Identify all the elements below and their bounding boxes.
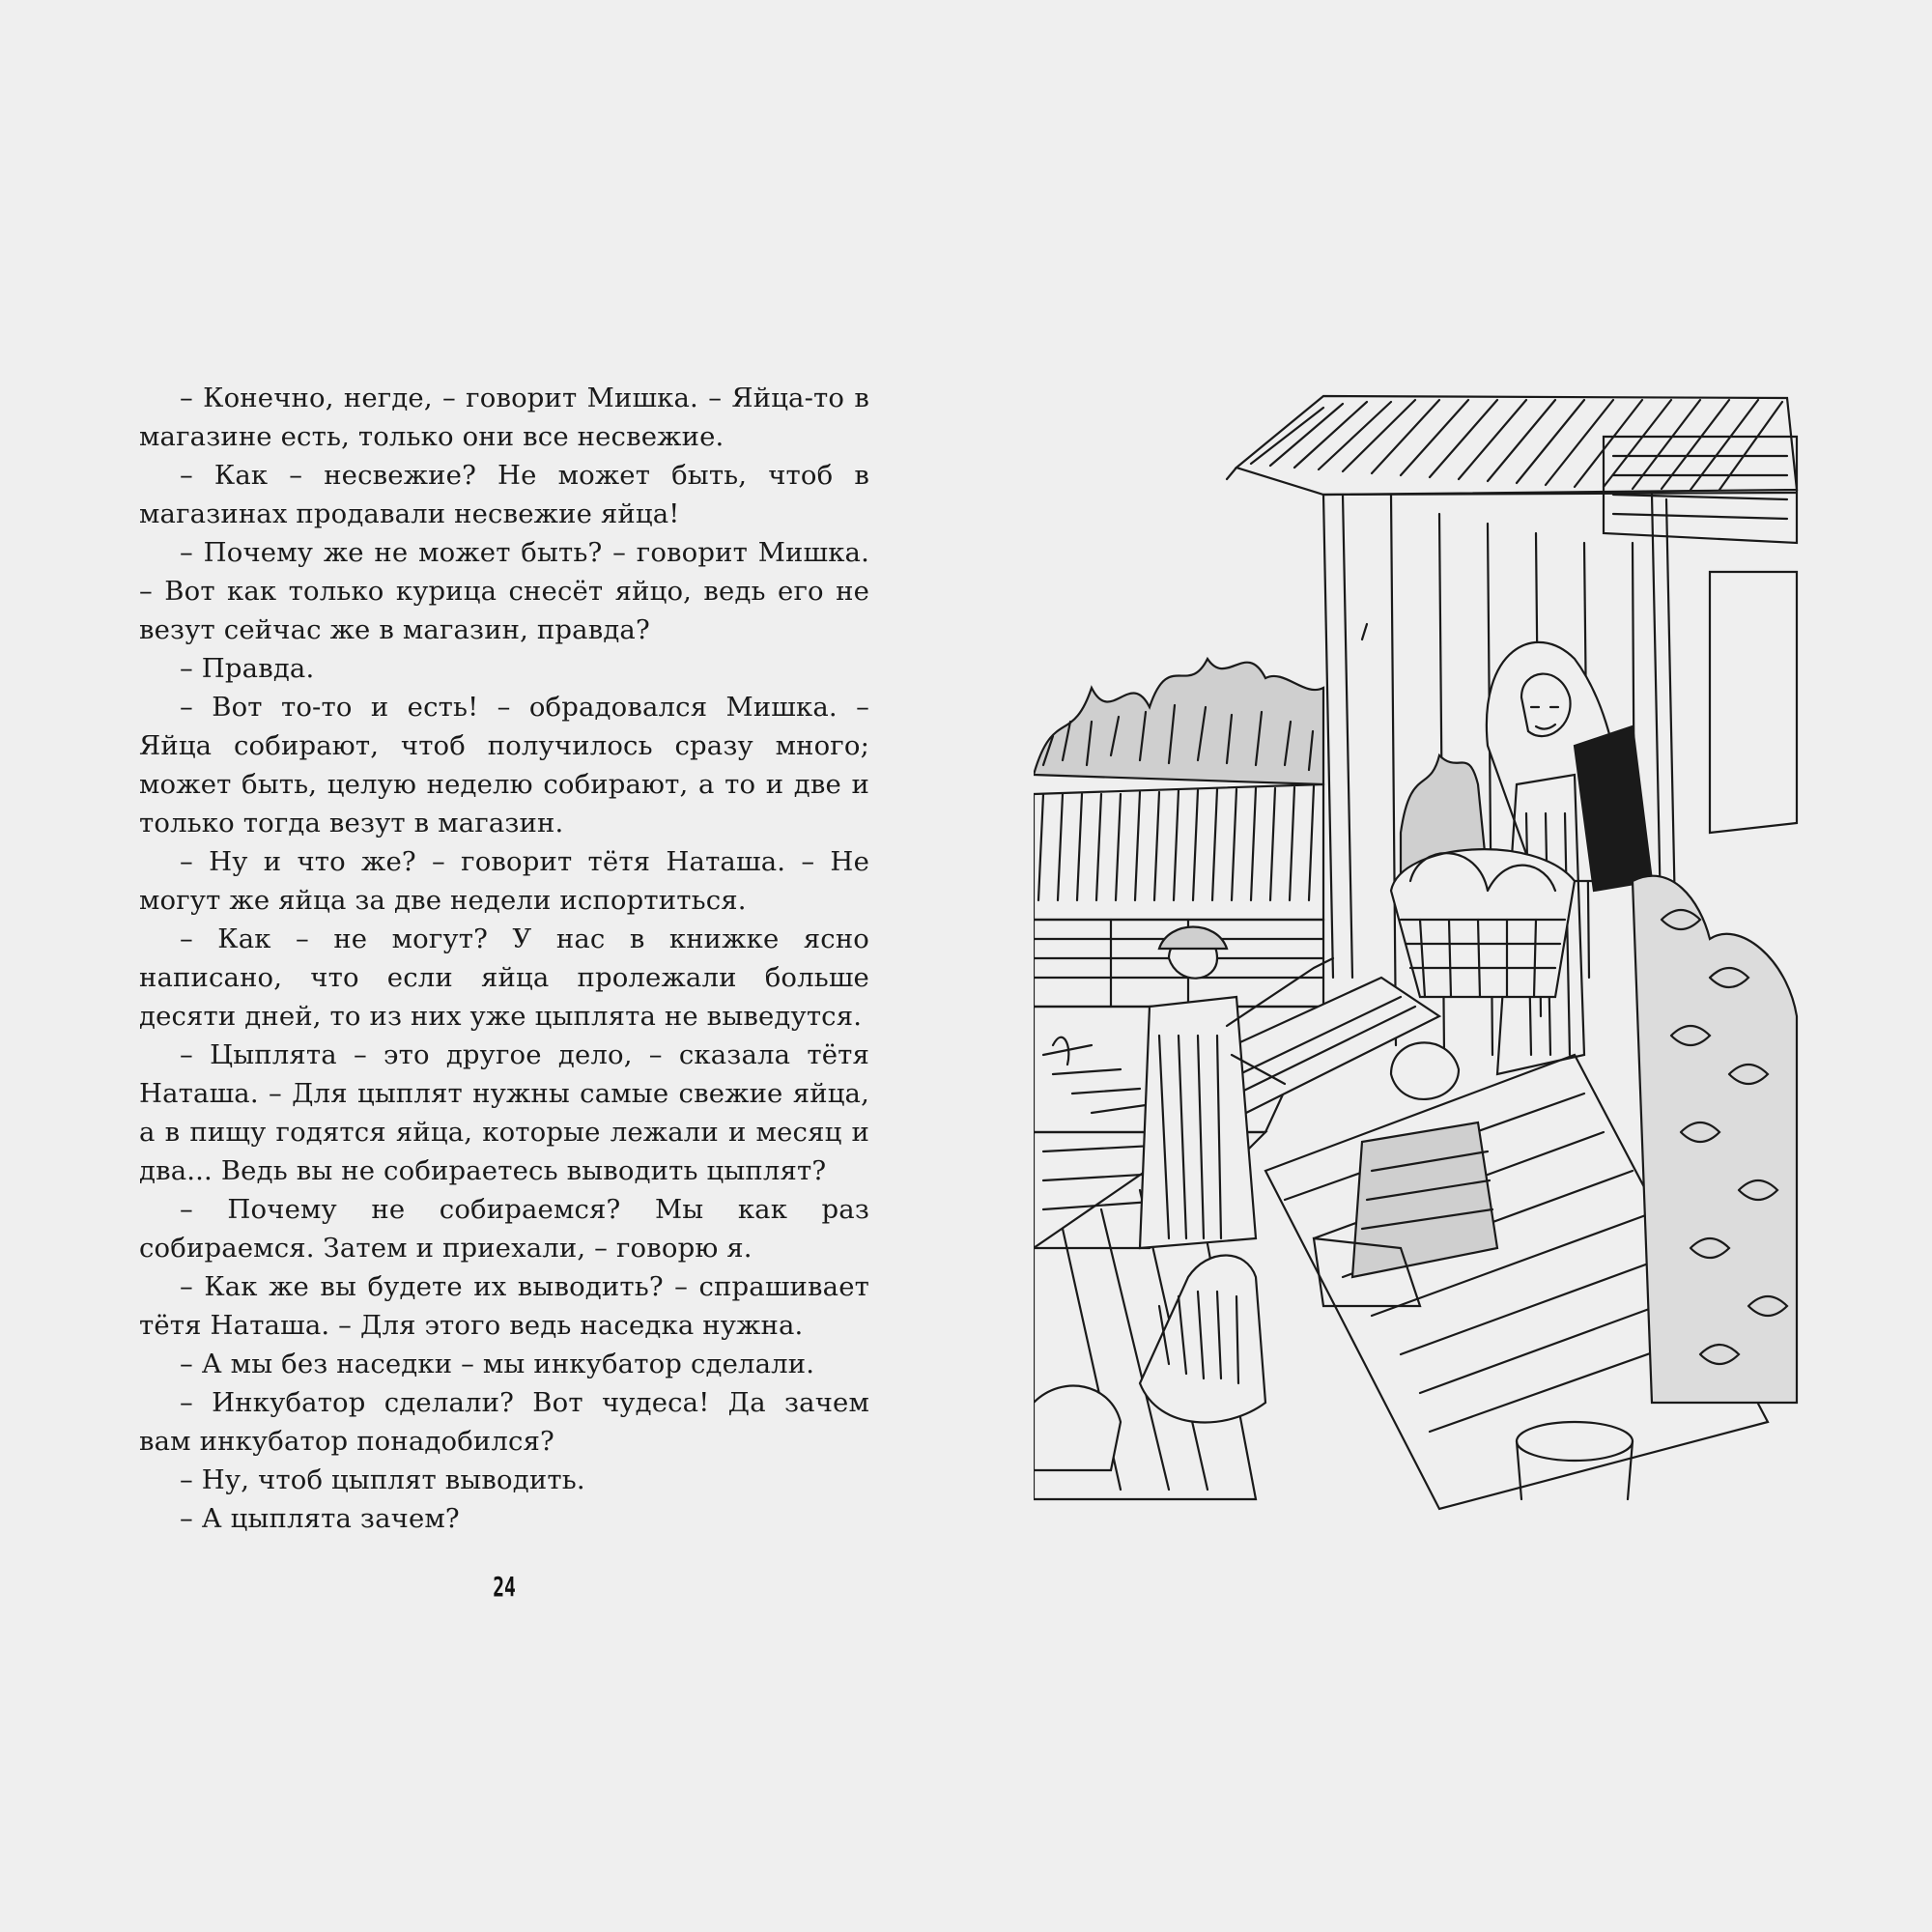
porch-roof [1227,396,1797,543]
paragraph: – Ну и что же? – говорит тётя Наташа. – Не могут же яйца за две недели испортиться. [139,846,869,916]
paragraph: – Как же вы будете их выводить? – спрашивает тётя Наташа. – Для этого ведь наседка нужна. [139,1271,869,1341]
paragraph: – Как – не могут? У нас в книжке ясно написано, что если яйца пролежали больше десяти дней, то из них уже цыплята не выведутся. [139,923,869,1032]
paragraph: – Правда. [180,653,315,684]
dog-figure [1034,1256,1265,1471]
page-number: 24 [493,1571,516,1603]
paragraph: – А цыплята зачем? [180,1503,460,1534]
plants [1633,876,1797,1403]
text-column [139,379,869,1538]
paragraph: – Почему не собираемся? Мы как раз собираемся. Затем и приехали, – говорю я. [139,1194,869,1264]
illustration-svg [1034,379,1816,1519]
paragraph: – А мы без наседки – мы инкубатор сделали. [180,1349,815,1379]
illustration [1034,379,1816,1519]
paragraph: – Цыплята – это другое дело, – сказала тётя Наташа. – Для цыплят нужны самые свежие яйца, а в пищу годятся яйца, которые лежали и месяц и два... Ведь вы не собираетесь выводить цыплят? [139,1039,869,1186]
paragraph: – Вот то-то и есть! – обрадовался Мишка. – Яйца собирают, чтоб получилось сразу много; может быть, целую неделю собирают, а то и две и только тогда везут в магазин. [139,692,869,838]
paragraph: – Почему же не может быть? – говорит Мишка. – Вот как только курица снесёт яйцо, ведь его не везут сейчас же в магазин, правда? [139,537,869,645]
paragraph: – Конечно, негде, – говорит Мишка. – Яйца-то в магазине есть, только они все несвежие. [139,383,869,452]
paragraph: – Инкубатор сделали? Вот чудеса! Да зачем вам инкубатор понадобился? [139,1387,869,1457]
paragraph: – Ну, чтоб цыплят выводить. [180,1464,585,1495]
basket [1391,849,1575,997]
paragraph: – Как – несвежие? Не может быть, чтоб в магазинах продавали несвежие яйца! [139,460,869,529]
